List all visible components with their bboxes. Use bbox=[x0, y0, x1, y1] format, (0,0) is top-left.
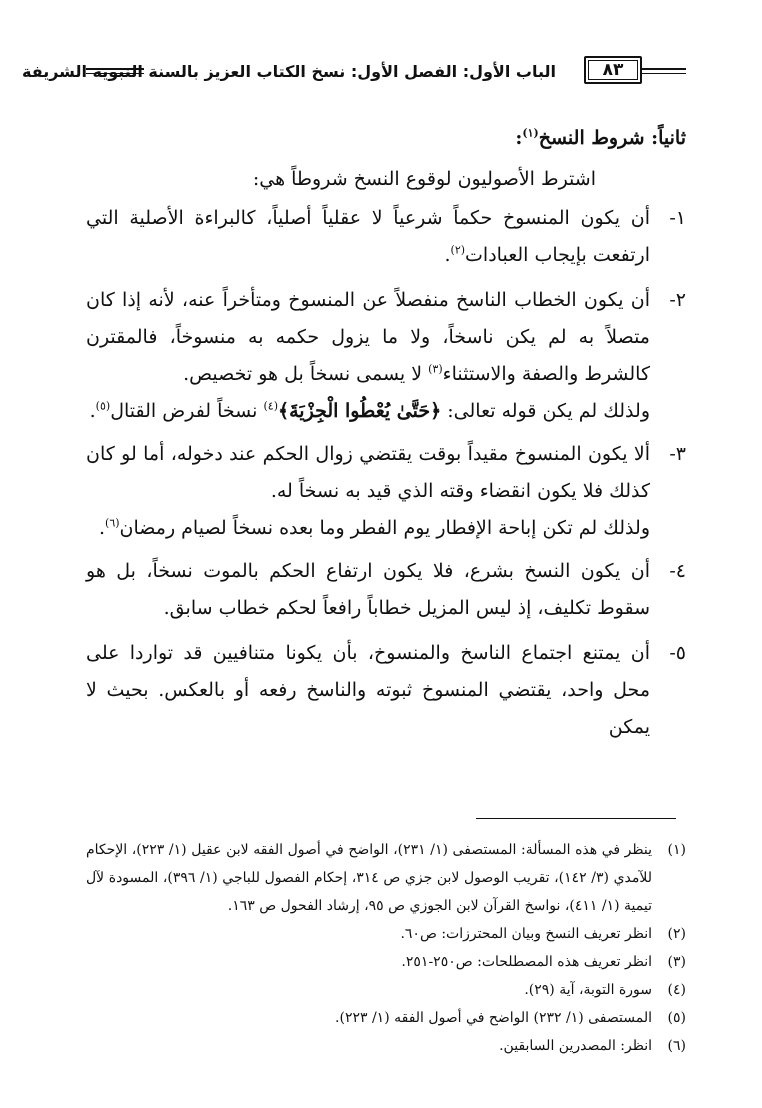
item-number: ٤- bbox=[669, 560, 686, 582]
running-header bbox=[21, 52, 686, 96]
footnote-number: (٣) bbox=[667, 954, 686, 970]
footnote-text: انظر: المصدرين السابقين. bbox=[499, 1038, 652, 1054]
condition-item bbox=[86, 282, 686, 393]
item-text: أن يكون النسخ بشرع، فلا يكون ارتفاع الحكم بالموت نسخاً، بل هو سقوط تكليف، إذ ليس المزيل خطاباً رافعاً لحكم خطاب سابق. bbox=[86, 560, 650, 619]
section-title bbox=[86, 120, 686, 157]
footnote-text: سورة التوبة، آية (٢٩). bbox=[524, 982, 652, 998]
item-number: ٣- bbox=[669, 443, 686, 465]
item-number: ٥- bbox=[669, 642, 686, 664]
sub-text: نسخاً لفرض القتال bbox=[110, 400, 264, 422]
footnote-separator bbox=[476, 818, 676, 819]
item-number: ١- bbox=[669, 207, 686, 229]
footnote bbox=[86, 1004, 686, 1032]
item-text-tail: لا يسمى نسخاً بل هو تخصيص. bbox=[183, 363, 429, 385]
header-title: الباب الأول: الفصل الأول: نسخ الكتاب العزيز بالسنة النبوية الشريفة bbox=[21, 62, 556, 81]
footnote bbox=[86, 1032, 686, 1060]
sub-paragraph bbox=[86, 510, 686, 547]
quran-verse: ﴿حَتَّىٰ يُعْطُوا الْجِزْيَةَ﴾ bbox=[277, 400, 442, 422]
footnote-text: ينظر في هذه المسألة: المستصفى (١/ ٢٣١)، الواضح في أصول الفقه لابن عقيل (١/ ٢٢٣)، الإحكام للآمدي (٣/ ١٤٢)، تقريب الوصول لابن جزي ص ٣١٤، إحكام الفصول للباجي (١/ ٣٩٦)، المسودة لآل تيمية (١/ ٤١١)، نواسخ القرآن لابن الجوزي ص ٩٥، إرشاد الفحول ص ١٦٣. bbox=[86, 842, 652, 914]
main-text bbox=[86, 120, 686, 754]
footnote bbox=[86, 920, 686, 948]
footnote-text: المستصفى (١/ ٢٣٢) الواضح في أصول الفقه (١/ ٢٢٣). bbox=[335, 1010, 652, 1026]
section-title-suffix: : bbox=[515, 127, 523, 149]
footnote-number: (٥) bbox=[667, 1010, 686, 1026]
item-text bbox=[86, 200, 650, 274]
condition-item bbox=[86, 553, 686, 627]
condition-item bbox=[86, 635, 686, 746]
footnote-text: انظر تعريف هذه المصطلحات: ص٢٥٠-٢٥١. bbox=[401, 954, 652, 970]
footnote-number: (٤) bbox=[667, 982, 686, 998]
footnote-number: (١) bbox=[667, 842, 686, 858]
condition-item bbox=[86, 200, 686, 274]
footnote-ref: (٤) bbox=[263, 399, 278, 413]
page-number-box bbox=[584, 56, 642, 84]
footnote bbox=[86, 948, 686, 976]
item-text-body: أن يكون الخطاب الناسخ منفصلاً عن المنسوخ ومتأخراً عنه، لأنه إذا كان متصلاً به لم يكن ناسخاً، ولا ما يزول حكمه به منسوخاً، فالمقترن كالشرط والصفة والاستثناء bbox=[86, 289, 650, 385]
item-text-body: أن يكون المنسوخ حكماً شرعياً لا عقلياً أصلياً، كالبراءة الأصلية التي ارتفعت بإيجاب العبادات bbox=[86, 207, 650, 266]
intro-paragraph: اشترط الأصوليون لوقوع النسخ شروطاً هي: bbox=[252, 168, 596, 190]
item-number: ٢- bbox=[669, 289, 686, 311]
sub-text: ولذلك لم يكن قوله تعالى: bbox=[441, 400, 650, 422]
item-text-tail: . bbox=[444, 244, 451, 266]
sub-text: ولذلك لم تكن إباحة الإفطار يوم الفطر وما بعده نسخاً لصيام رمضان bbox=[119, 517, 650, 539]
item-text: أن يمتنع اجتماع الناسخ والمنسوخ، بأن يكونا متنافيين قد تواردا على محل واحد، يقتضي المنسوخ ثبوته والناسخ رفعه أو بالعكس. بحيث لا يمكن bbox=[86, 642, 650, 738]
sub-text-tail: . bbox=[98, 517, 106, 539]
footnote-ref: (٢) bbox=[450, 243, 466, 257]
footnote-number: (٦) bbox=[667, 1038, 686, 1054]
sub-text-tail: . bbox=[89, 400, 96, 422]
footnote bbox=[86, 976, 686, 1004]
footnote-ref: (١) bbox=[522, 126, 539, 140]
footnote-ref: (٦) bbox=[105, 516, 120, 530]
footnote-ref: (٥) bbox=[95, 399, 111, 413]
footnotes bbox=[86, 836, 686, 1060]
item-text: ألا يكون المنسوخ مقيداً بوقت يقتضي زوال الحكم عند دخوله، أما لو كان كذلك فلا يكون انقضاء وقته الذي قيد به نسخاً له. bbox=[86, 443, 650, 502]
sub-paragraph bbox=[86, 393, 686, 430]
condition-item bbox=[86, 436, 686, 510]
footnote bbox=[86, 836, 686, 920]
footnote-number: (٢) bbox=[667, 926, 686, 942]
header-rule-right-top bbox=[640, 68, 686, 70]
header-rule-right-bottom bbox=[640, 73, 686, 74]
page-number: ٨٣ bbox=[602, 60, 624, 80]
section-title-text: ثانياً: شروط النسخ bbox=[538, 127, 686, 149]
item-text bbox=[86, 282, 650, 393]
footnote-ref: (٣) bbox=[428, 362, 443, 376]
footnote-text: انظر تعريف النسخ وبيان المحترزات: ص٦٠. bbox=[400, 926, 652, 942]
